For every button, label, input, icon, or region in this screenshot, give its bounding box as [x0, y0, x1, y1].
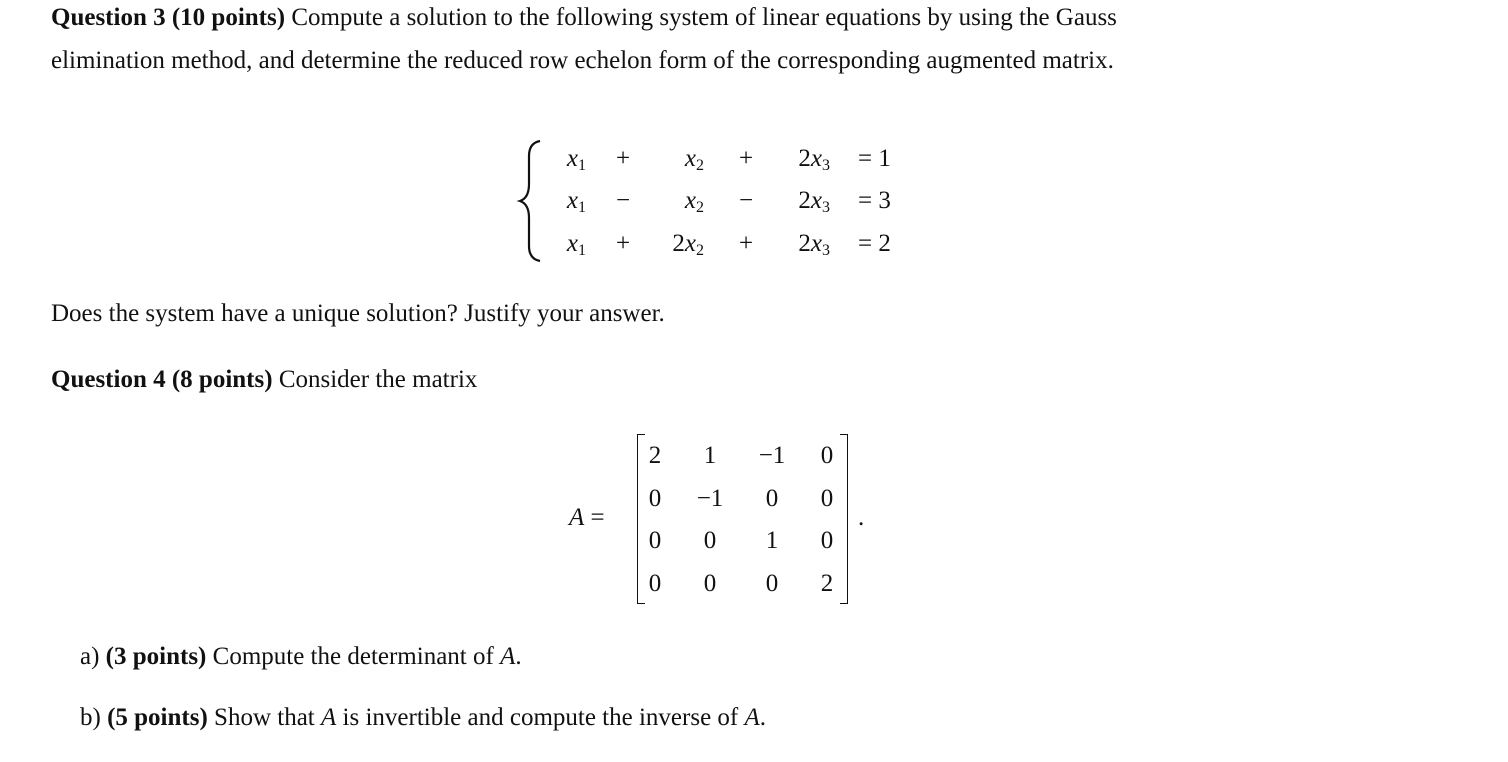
matrix-cell-1-4: 0	[820, 442, 834, 469]
question-4-heading: Question 4 (8 points)	[51, 366, 273, 393]
matrix-cell-2-1: 0	[648, 485, 662, 512]
matrix-cell-1-3: −1	[758, 442, 786, 469]
question-4-intro	[51, 358, 477, 402]
eq3-term-x2: $2x_2$	[672, 230, 704, 259]
question-3-line-2	[51, 39, 1114, 83]
eq1-term-x1: $x_1$	[566, 145, 586, 174]
eq3-term-x3: $2x_3$	[798, 230, 830, 259]
matrix-label: A =	[569, 504, 605, 531]
eq2-op1: −	[615, 187, 631, 214]
matrix-cell-4-3: 0	[765, 570, 779, 597]
question-3-text-1: Compute a solution to the following system of linear equations by using the Gauss	[291, 4, 1117, 31]
eq2-op2: −	[738, 187, 754, 214]
eq1-op1: +	[615, 145, 631, 172]
part-b-text-2: is invertible and compute the inverse of	[342, 704, 739, 731]
eq1-op2: +	[738, 145, 754, 172]
question-3-heading: Question 3 (10 points)	[51, 4, 286, 31]
left-brace	[516, 138, 544, 264]
matrix-cell-2-2: −1	[696, 485, 724, 512]
question-3-line-1	[51, 0, 1117, 40]
matrix-cell-3-2: 0	[703, 527, 717, 554]
eq2-term-x2: $x_2$	[684, 187, 704, 216]
matrix-cell-4-1: 0	[648, 570, 662, 597]
part-b-text-1: Show that	[214, 704, 315, 731]
part-b: b) (5 points) Show that A is invertible and compute the inverse of A.	[80, 704, 767, 731]
part-b-points: (5 points)	[107, 704, 208, 731]
matrix-cell-3-1: 0	[648, 527, 662, 554]
part-a-text: Compute the determinant of	[212, 643, 494, 670]
question-3-text-2: elimination method, and determine the reduced row echelon form of the corresponding augmented matrix.	[51, 47, 1114, 74]
eq3-rhs: = 2	[858, 230, 891, 257]
eq3-op1: +	[615, 230, 631, 257]
eq1-rhs: = 1	[858, 145, 891, 172]
matrix-cell-2-3: 0	[765, 485, 779, 512]
question-3-followup: Does the system have a unique solution? Justify your answer.	[51, 300, 665, 327]
matrix-cell-4-2: 0	[703, 570, 717, 597]
part-b-var-2: A	[744, 704, 760, 731]
part-a-label: a)	[80, 643, 100, 670]
eq1-term-x2: $x_2$	[684, 145, 704, 174]
eq3-op2: +	[738, 230, 754, 257]
matrix-cell-1-2: 1	[703, 442, 717, 469]
part-b-label: b)	[80, 704, 101, 731]
part-a-var: A	[500, 643, 516, 670]
matrix-terminator: .	[858, 504, 865, 531]
eq2-term-x1: $x_1$	[566, 187, 586, 216]
part-b-var-1: A	[321, 704, 337, 731]
eq2-rhs: = 3	[858, 187, 891, 214]
eq3-term-x1: $x_1$	[566, 230, 586, 259]
matrix-cell-4-4: 2	[820, 570, 834, 597]
question-4-text: Consider the matrix	[278, 366, 478, 393]
eq1-term-x3: $2x_3$	[798, 145, 830, 174]
matrix-cell-3-3: 1	[765, 527, 779, 554]
part-a-points: (3 points)	[105, 643, 207, 670]
matrix-cell-3-4: 0	[820, 527, 834, 554]
matrix-cell-2-4: 0	[820, 485, 834, 512]
matrix-cell-1-1: 2	[648, 442, 662, 469]
part-a: a) (3 points) Compute the determinant of A.	[80, 643, 522, 670]
eq2-term-x3: $2x_3$	[798, 187, 830, 216]
